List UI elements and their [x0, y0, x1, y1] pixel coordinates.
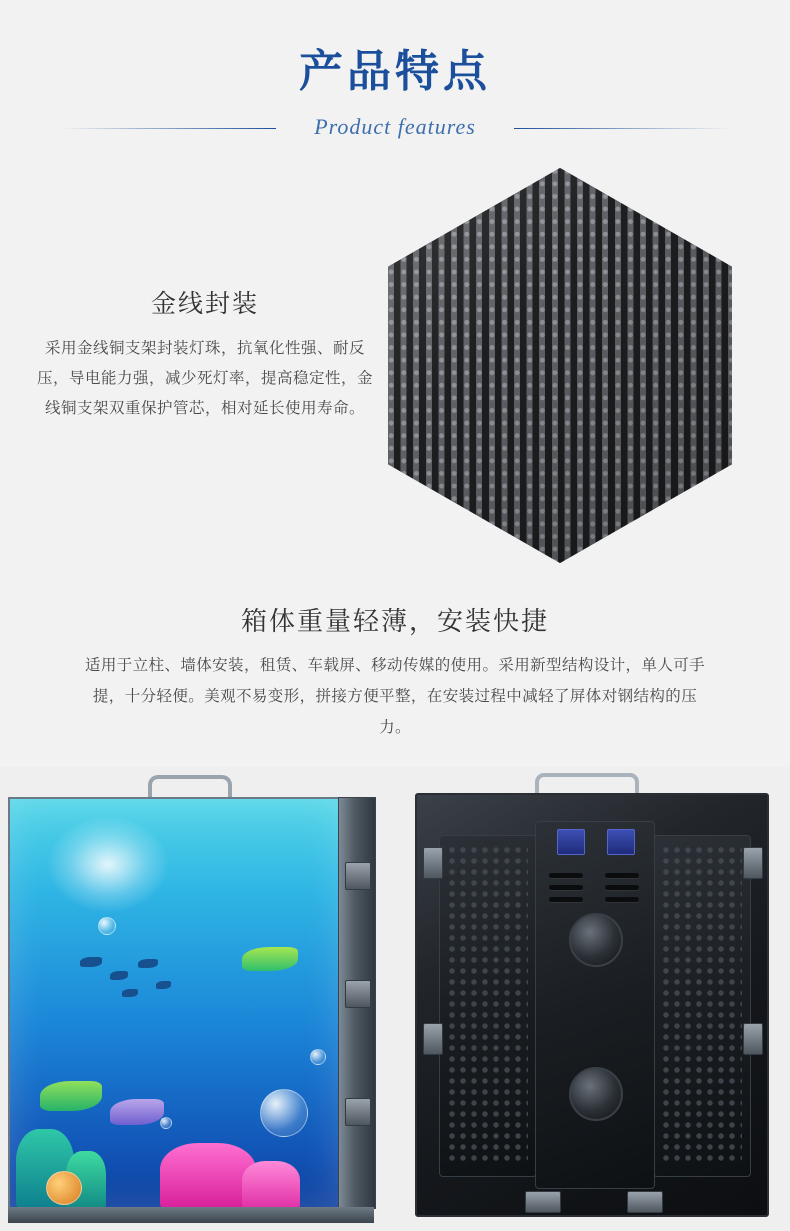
- cabinet-side-frame: [338, 797, 376, 1209]
- led-module-shading: [388, 168, 732, 563]
- product-photo-row: [0, 767, 790, 1231]
- vent-slot: [549, 897, 583, 902]
- vent-slot: [605, 897, 639, 902]
- cabinet-latch: [345, 1098, 371, 1126]
- bubble: [160, 1117, 172, 1129]
- screen-glow: [48, 817, 168, 912]
- bubble: [310, 1049, 326, 1065]
- signal-connector: [607, 829, 635, 855]
- photo-cabinet-back: [395, 767, 790, 1231]
- photo-cabinet-front: [0, 767, 395, 1231]
- vent-slot: [549, 873, 583, 878]
- cabinet-back-panel-right: [653, 835, 751, 1177]
- page-header: [0, 0, 790, 158]
- bubble: [260, 1089, 308, 1137]
- page-subtitle-row: [0, 112, 790, 146]
- fish: [80, 957, 102, 967]
- led-module-hexagon-image: [388, 168, 732, 563]
- divider-line-right: [514, 128, 730, 129]
- fish: [110, 971, 128, 980]
- vent-slot: [605, 885, 639, 890]
- feature-section-light-cabinet: [0, 604, 790, 764]
- feature-section-gold-wire: [0, 160, 790, 590]
- cabinet-latch: [423, 1023, 443, 1055]
- fish: [110, 1099, 164, 1125]
- page-title: 产品特点: [299, 47, 491, 96]
- cabinet-back-body: [415, 793, 769, 1217]
- vent-slot: [549, 885, 583, 890]
- fish: [242, 947, 298, 971]
- fan-hub: [569, 1067, 623, 1121]
- fish: [156, 981, 171, 989]
- cabinet-screen-surface: [8, 797, 342, 1211]
- feature-text-block: [30, 288, 380, 424]
- cabinet-back-panel-left: [439, 835, 537, 1177]
- page-subtitle: Product features: [314, 114, 476, 139]
- vent-slot: [605, 873, 639, 878]
- cabinet-latch: [743, 1023, 763, 1055]
- cabinet-latch: [345, 980, 371, 1008]
- cabinet-heatsink-dots: [662, 846, 742, 1166]
- cabinet-latch: [627, 1191, 663, 1213]
- feature-title: 金线封装: [150, 290, 259, 318]
- bubble: [98, 917, 116, 935]
- fish: [122, 989, 138, 997]
- power-connector: [557, 829, 585, 855]
- fan-hub: [569, 913, 623, 967]
- feature-title: 箱体重量轻薄，安装快捷: [240, 606, 549, 636]
- cabinet-latch: [743, 847, 763, 879]
- coral: [242, 1161, 300, 1209]
- fish: [138, 959, 158, 968]
- fish: [40, 1081, 102, 1111]
- cabinet-latch: [423, 847, 443, 879]
- cabinet-latch: [345, 862, 371, 890]
- feature-description: 适用于立柱、墙体安装，租赁、车载屏、移动传媒的使用。采用新型结构设计，单人可手提，十分轻便。美观不易变形，拼接方便平整，在安装过程中减轻了屏体对钢结构的压力。: [84, 657, 706, 736]
- cabinet-bottom-frame: [8, 1207, 374, 1223]
- cabinet-heatsink-dots: [448, 846, 528, 1166]
- cabinet-latch: [525, 1191, 561, 1213]
- feature-description: 采用金线铜支架封装灯珠，抗氧化性强、耐反压，导电能力强，减少死灯率，提高稳定性，金线铜支架双重保护管芯，相对延长使用寿命。: [36, 340, 373, 417]
- shell: [46, 1171, 82, 1205]
